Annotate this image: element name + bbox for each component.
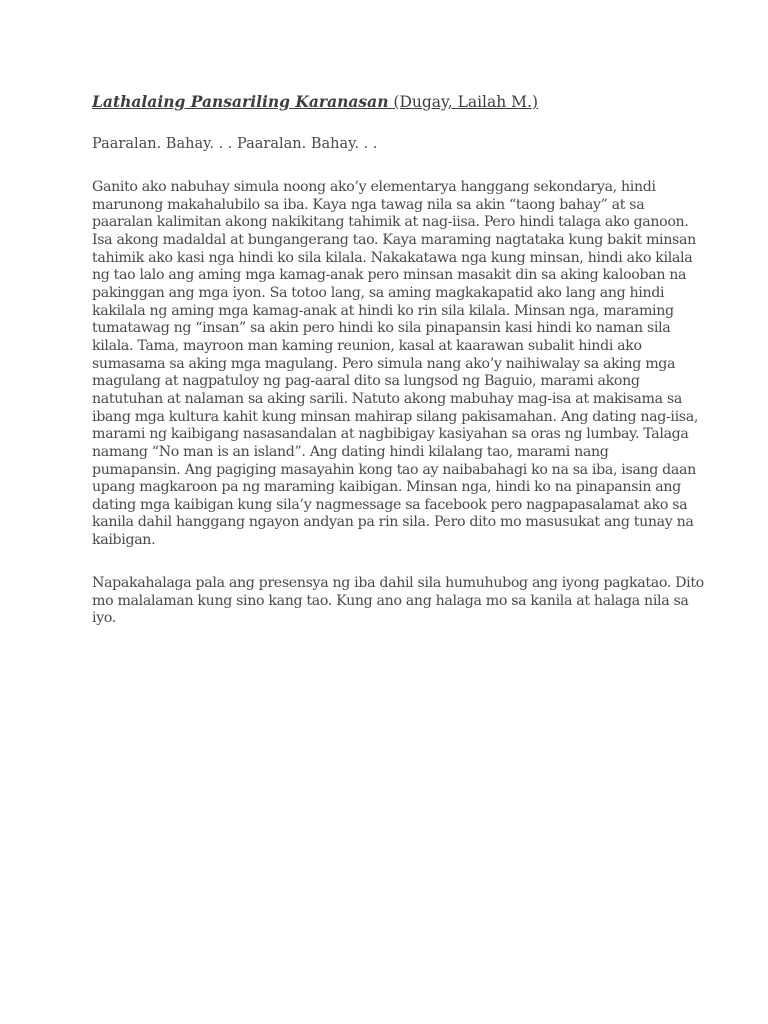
text-line: pakinggan ang mga iyon. Sa totoo lang, sa aming magkakapatid ako lang ang hindi (92, 284, 665, 301)
text-line: kilala. Tama, mayroon man kaming reunion, kasal at kaarawan subalit hindi ako (92, 337, 642, 354)
text-line: mo malalaman kung sino kang tao. Kung ano ang halaga mo sa kanila at halaga nila sa (92, 592, 689, 609)
title-text: Lathalaing Pansariling Karanasan (92, 92, 389, 111)
paragraph-2 (92, 575, 704, 628)
text-line: magulang at nagpatuloy ng pag-aaral dito sa lungsod ng Baguio, marami akong (92, 373, 640, 390)
text-line: marami ng kaibigang nasasandalan at nagbibigay kasiyahan sa oras ng lumbay. Talaga (92, 426, 689, 443)
document-title (92, 92, 538, 111)
text-line: Isa akong madaldal at bungangerang tao. Kaya maraming nagtataka kung bakit minsan (92, 231, 696, 248)
text-line: paaralan kalimitan akong nakikitang tahimik at nag-iisa. Pero hindi talaga ako ganoon. (92, 214, 689, 231)
text-line: pumapansin. Ang pagiging masayahin kong tao ay naibabahagi ko na sa iba, isang daan (92, 461, 696, 478)
text-line: tumatawag ng “insan” sa akin pero hindi ko sila pinapansin kasi hindi ko naman sila (92, 320, 671, 337)
text-line: marunong makahalubilo sa iba. Kaya nga tawag nila sa akin “taong bahay” at sa (92, 196, 645, 213)
text-line: kanila dahil hanggang ngayon andyan pa rin sila. Pero dito mo masusukat ang tunay na (92, 514, 694, 531)
text-line: natutuhan at nalaman sa aking sarili. Natuto akong mabuhay mag-isa at makisama sa (92, 390, 682, 407)
text-line: upang magkaroon pa ng maraming kaibigan. Minsan nga, hindi ko na pinapansin ang (92, 479, 681, 496)
text-line: dating mga kaibigan kung sila’y nagmessage sa facebook pero nagpapasalamat ako sa (92, 496, 688, 513)
text-line: tahimik ako kasi nga hindi ko sila kilala. Nakakatawa nga kung minsan, hindi ako kilala (92, 249, 693, 266)
text-line: Napakahalaga pala ang presensya ng iba dahil sila humuhubog ang iyong pagkatao. Dito (92, 575, 704, 591)
text-line: ibang mga kultura kahit kung minsan mahirap silang pakisamahan. Ang dating nag-iisa, (92, 408, 699, 425)
subtitle: Paaralan. Bahay. . . Paaralan. Bahay. . . (92, 136, 378, 152)
paragraph-1 (92, 179, 698, 550)
text-line: sumasama sa aking mga magulang. Pero simula nang ako’y naihiwalay sa aking mga (92, 355, 676, 372)
title-author: (Dugay, Lailah M.) (388, 93, 539, 111)
text-line: ng tao lalo ang aming mga kamag-anak pero minsan masakit din sa aking kalooban na (92, 267, 687, 284)
text-line: iyo. (92, 610, 116, 627)
text-line: kaibigan. (92, 532, 156, 549)
text-line: namang “No man is an island”. Ang dating hindi kilalang tao, marami nang (92, 443, 609, 460)
text-line: Ganito ako nabuhay simula noong ako’y elementarya hanggang sekondarya, hindi (92, 179, 656, 195)
text-line: kakilala ng aming mga kamag-anak at hindi ko rin sila kilala. Minsan nga, maraming (92, 302, 674, 319)
